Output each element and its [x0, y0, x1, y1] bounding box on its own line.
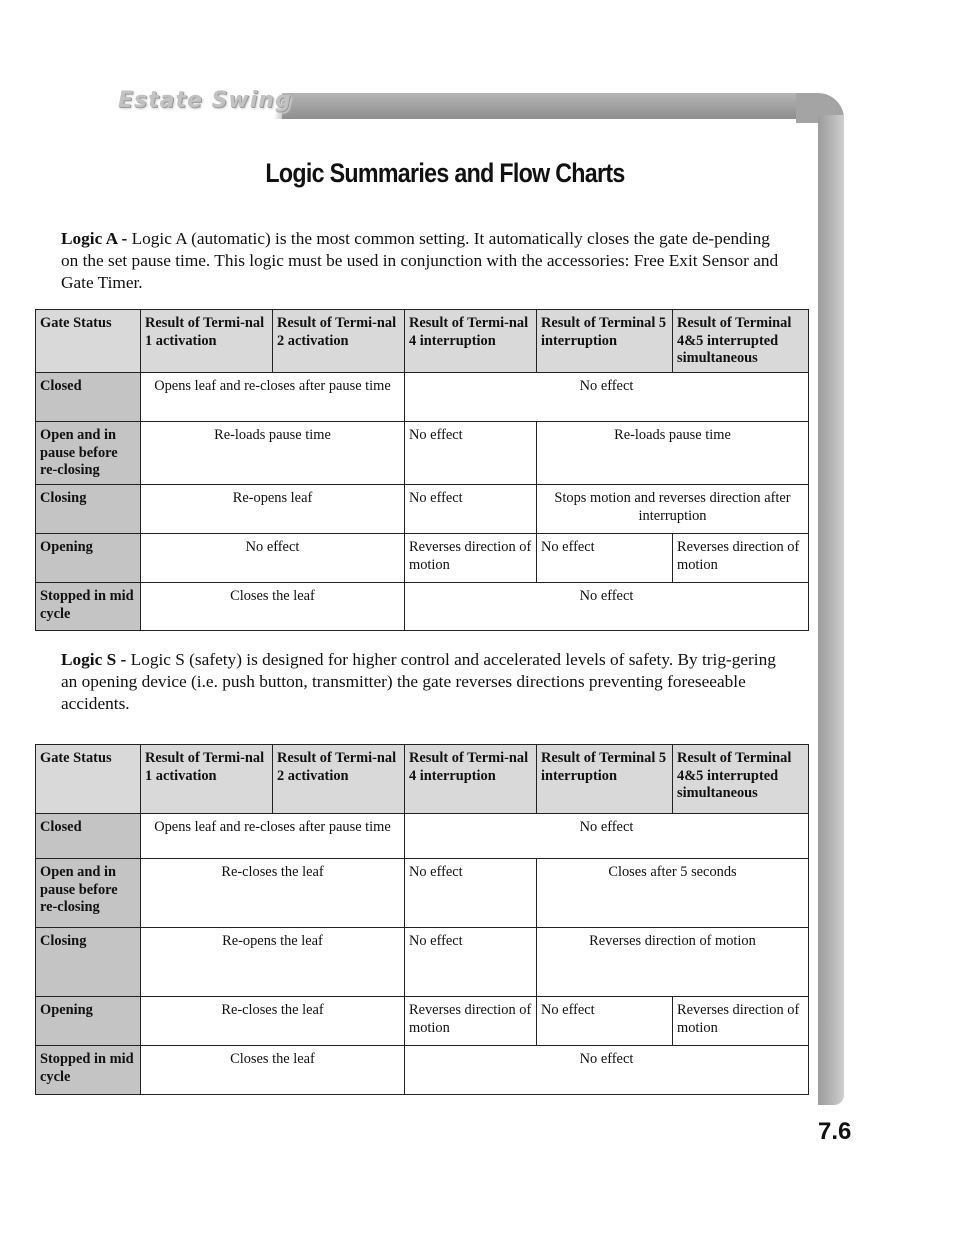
- table-cell: Closes after 5 seconds: [537, 859, 809, 928]
- column-header: Result of Termi-nal 1 activation: [141, 310, 273, 373]
- table-cell: Re-opens the leaf: [141, 928, 405, 997]
- table-cell: No effect: [141, 534, 405, 583]
- logic-a-table: [35, 309, 809, 631]
- table-cell: Reverses direction of motion: [537, 928, 809, 997]
- table-cell: Closes the leaf: [141, 1046, 405, 1095]
- column-header: Result of Termi-nal 2 activation: [273, 310, 405, 373]
- row-header: Closed: [36, 814, 141, 859]
- column-header: Result of Termi-nal 4 interruption: [405, 310, 537, 373]
- column-header: Gate Status: [36, 745, 141, 814]
- column-header: Result of Termi-nal 2 activation: [273, 745, 405, 814]
- table-cell: Reverses direction of motion: [673, 534, 809, 583]
- table-row: [36, 534, 809, 583]
- row-header: Opening: [36, 997, 141, 1046]
- logic-a-intro: [61, 228, 791, 294]
- column-header: Result of Terminal 4&5 interrupted simultaneous: [673, 310, 809, 373]
- column-header: Result of Terminal 5 interruption: [537, 745, 673, 814]
- column-header: Result of Termi-nal 1 activation: [141, 745, 273, 814]
- table-row: [36, 1046, 809, 1095]
- logic-s-text: Logic S (safety) is designed for higher control and accelerated levels of safety. By trig-gering an opening device (i.e. push button, transmitter) the gate reverses directions preventing foreseeable accidents.: [61, 650, 776, 713]
- column-header: Result of Terminal 4&5 interrupted simultaneous: [673, 745, 809, 814]
- logic-s-label: Logic S -: [61, 650, 127, 669]
- table-cell: Reverses direction of motion: [405, 534, 537, 583]
- table-header-row: [36, 745, 809, 814]
- table-cell: No effect: [405, 814, 809, 859]
- table-cell: No effect: [405, 859, 537, 928]
- table-cell: Reverses direction of motion: [673, 997, 809, 1046]
- table-cell: No effect: [405, 583, 809, 631]
- table-row: [36, 814, 809, 859]
- page-number: 7.6: [818, 1118, 852, 1145]
- table-row: [36, 928, 809, 997]
- table-cell: No effect: [537, 534, 673, 583]
- table-row: [36, 373, 809, 422]
- table-row: [36, 997, 809, 1046]
- column-header: Result of Terminal 5 interruption: [537, 310, 673, 373]
- table-row: [36, 422, 809, 485]
- row-header: Opening: [36, 534, 141, 583]
- table-cell: Re-loads pause time: [537, 422, 809, 485]
- header-band: [282, 93, 812, 119]
- table-row: [36, 485, 809, 534]
- brand-title: Estate Swing: [118, 88, 292, 113]
- logic-a-text: Logic A (automatic) is the most common setting. It automatically closes the gate de-pending on the set pause time. This logic must be used in conjunction with the accessories: Free Exit Sensor and Gate Timer.: [61, 229, 779, 292]
- column-header: Result of Termi-nal 4 interruption: [405, 745, 537, 814]
- table-cell: Re-closes the leaf: [141, 859, 405, 928]
- table-cell: Opens leaf and re-closes after pause time: [141, 814, 405, 859]
- table-cell: Closes the leaf: [141, 583, 405, 631]
- table-row: [36, 859, 809, 928]
- row-header: Open and in pause before re-closing: [36, 422, 141, 485]
- table-header-row: [36, 310, 809, 373]
- row-header: Stopped in mid cycle: [36, 1046, 141, 1095]
- row-header: Closing: [36, 928, 141, 997]
- logic-a-label: Logic A -: [61, 229, 128, 248]
- table-cell: No effect: [405, 422, 537, 485]
- table-cell: Opens leaf and re-closes after pause time: [141, 373, 405, 422]
- row-header: Open and in pause before re-closing: [36, 859, 141, 928]
- table-cell: No effect: [405, 1046, 809, 1095]
- table-cell: Reverses direction of motion: [405, 997, 537, 1046]
- table-cell: Re-closes the leaf: [141, 997, 405, 1046]
- column-header: Gate Status: [36, 310, 141, 373]
- table-cell: No effect: [405, 485, 537, 534]
- row-header: Stopped in mid cycle: [36, 583, 141, 631]
- row-header: Closed: [36, 373, 141, 422]
- table-cell: No effect: [537, 997, 673, 1046]
- logic-s-intro: [61, 649, 791, 715]
- logic-s-table: [35, 744, 809, 1095]
- table-cell: Re-loads pause time: [141, 422, 405, 485]
- table-row: [36, 583, 809, 631]
- side-bar: [818, 115, 844, 1105]
- table-cell: No effect: [405, 928, 537, 997]
- page-title: Logic Summaries and Flow Charts: [265, 158, 625, 188]
- row-header: Closing: [36, 485, 141, 534]
- table-cell: Stops motion and reverses direction after interruption: [537, 485, 809, 534]
- table-cell: Re-opens leaf: [141, 485, 405, 534]
- table-cell: No effect: [405, 373, 809, 422]
